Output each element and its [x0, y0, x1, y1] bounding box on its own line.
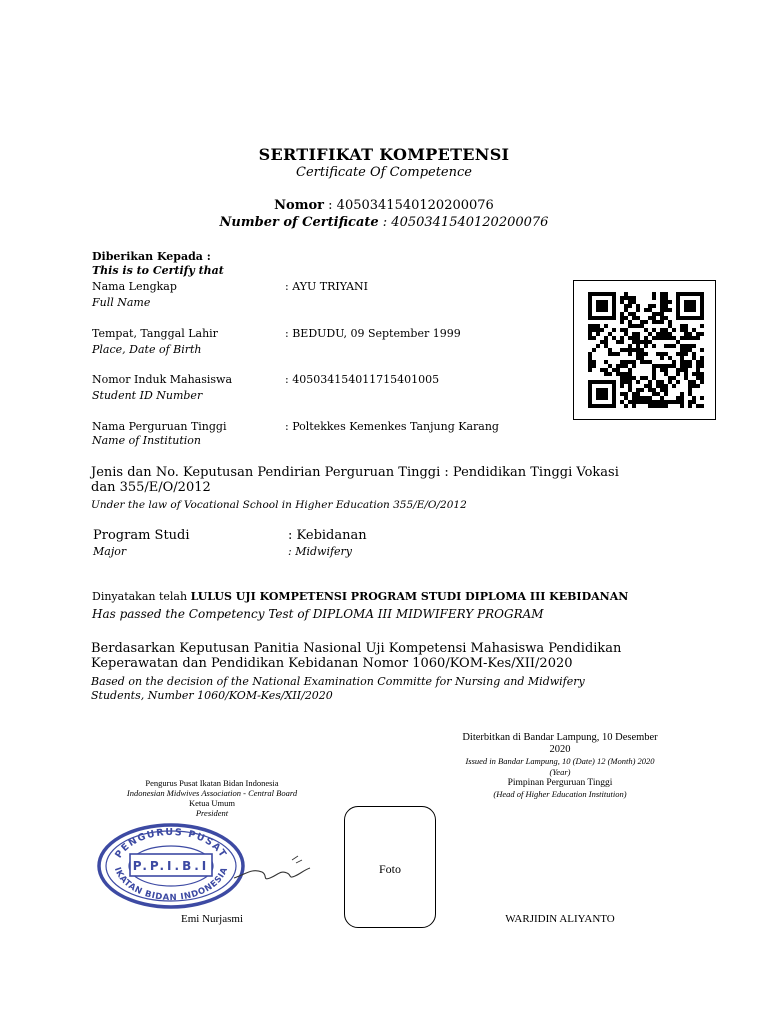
- qr-code-frame: [573, 280, 716, 420]
- program-value-en: : Midwifery: [288, 545, 353, 558]
- full-name-value: : AYU TRIYANI: [285, 280, 369, 293]
- association-role: Ketua Umum: [188, 798, 236, 808]
- association-signer: Emi Nurjasmi: [180, 913, 244, 925]
- issued-en-1: Issued in Bandar Lampung, 10 (Date) 12 (Month) 2020: [465, 756, 655, 766]
- institution-label-en: Name of Institution: [92, 434, 201, 447]
- association-stamp-icon: [96, 822, 246, 910]
- issued-line-1: Diterbitkan di Bandar Lampung, 10 Desember: [462, 732, 658, 743]
- stamp-top-text: PENGURUS PUSAT: [113, 826, 229, 861]
- basis-en-2: Students, Number 1060/KOM-Kes/XII/2020: [91, 689, 333, 702]
- passed-bold: LULUS UJI KOMPETENSI PROGRAM STUDI DIPLOMA III KEBIDANAN: [190, 590, 629, 603]
- given-to-label-en: This is to Certify that: [92, 264, 224, 277]
- certificate-title: SERTIFIKAT KOMPETENSI: [258, 145, 510, 164]
- birth-value: : BEDUDU, 09 September 1999: [285, 327, 461, 340]
- stamp-center-text: P.P.I.B.I: [132, 859, 210, 873]
- institution-label: Nama Perguruan Tinggi: [92, 420, 227, 433]
- certificate-number-en-label: Number of Certificate: [219, 215, 379, 230]
- certificate-number-value: : 4050341540120200076: [328, 198, 494, 213]
- signature-icon: [232, 848, 312, 893]
- issued-role-en: (Head of Higher Education Institution): [493, 789, 627, 799]
- issued-signer: WARJIDIN ALIYANTO: [505, 913, 615, 925]
- program-label-en: Major: [93, 545, 127, 558]
- basis-line-1: Berdasarkan Keputusan Panitia Nasional Uji Kompetensi Mahasiswa Pendidikan: [91, 641, 622, 656]
- association-role-en: President: [195, 808, 229, 818]
- birth-label: Tempat, Tanggal Lahir: [92, 327, 218, 340]
- association-line-1: Pengurus Pusat Ikatan Bidan Indonesia: [145, 778, 279, 788]
- full-name-label: Nama Lengkap: [92, 280, 177, 293]
- program-value: : Kebidanan: [288, 528, 367, 543]
- decree-line-1: Jenis dan No. Keputusan Pendirian Perguruan Tinggi : Pendidikan Tinggi Vokasi: [91, 465, 619, 480]
- given-to-label: Diberikan Kepada :: [92, 250, 211, 263]
- decree-en: Under the law of Vocational School in Higher Education 355/E/O/2012: [91, 499, 467, 511]
- decree-line-2: dan 355/E/O/2012: [91, 480, 211, 495]
- basis-line-2: Keperawatan dan Pendidikan Kebidanan Nomor 1060/KOM-Kes/XII/2020: [91, 656, 573, 671]
- certificate-subtitle: Certificate Of Competence: [296, 165, 472, 180]
- issued-role: Pimpinan Perguruan Tinggi: [507, 778, 613, 788]
- certificate-number-en-value: : 4050341540120200076: [382, 215, 549, 230]
- association-line-1-en: Indonesian Midwives Association - Central Board: [126, 788, 298, 798]
- stamp-bottom-text: IKATAN BIDAN INDONESIA: [111, 865, 231, 904]
- student-id-label-en: Student ID Number: [92, 389, 203, 402]
- full-name-label-en: Full Name: [92, 296, 151, 309]
- certificate-number-label: Nomor: [274, 198, 325, 213]
- institution-value: : Poltekkes Kemenkes Tanjung Karang: [285, 420, 499, 433]
- photo-placeholder: [344, 806, 436, 928]
- certificate-number-en: [0, 215, 768, 230]
- basis-en-1: Based on the decision of the National Examination Committe for Nursing and Midwifery: [91, 675, 585, 688]
- passed-en: Has passed the Competency Test of DIPLOMA III MIDWIFERY PROGRAM: [92, 607, 544, 621]
- birth-label-en: Place, Date of Birth: [92, 343, 202, 356]
- program-label: Program Studi: [93, 528, 190, 543]
- certificate-number: [0, 198, 768, 213]
- student-id-label: Nomor Induk Mahasiswa: [92, 373, 233, 386]
- passed-statement: [92, 590, 628, 603]
- passed-prefix: Dinyatakan telah: [92, 590, 191, 603]
- issued-line-2: 2020: [549, 744, 571, 755]
- issued-en-2: (Year): [549, 767, 571, 777]
- qr-code-icon: [588, 292, 704, 408]
- student-id-value: : 405034154011715401005: [285, 373, 440, 386]
- photo-label: Foto: [378, 862, 401, 876]
